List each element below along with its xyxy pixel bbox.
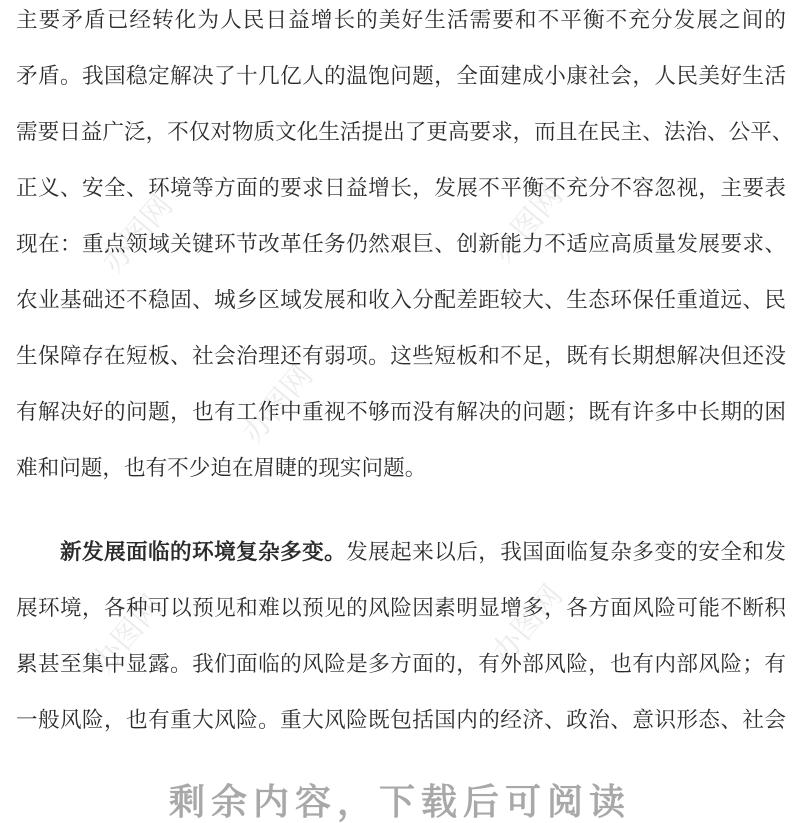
watermark: 办图网 — [95, 188, 181, 280]
paragraph-line: 主要矛盾已经转化为人民日益增长的美好生活需要和不平衡不充分发展之间的 — [16, 8, 786, 33]
paragraph-line: 农业基础还不稳固、城乡区域发展和收入分配差距较大、生态环保任重道远、民 — [16, 288, 786, 313]
paragraph-line: 现在：重点领域关键环节改革任务仍然艰巨、创新能力不适应高质量发展要求、 — [16, 232, 786, 257]
paragraph-line: 生保障存在短板、社会治理还有弱项。这些短板和不足，既有长期想解决但还没 — [16, 344, 786, 369]
watermark: 办图网 — [235, 358, 321, 450]
download-to-read-more-prompt[interactable]: 剩余内容，下载后可阅读 — [168, 782, 631, 823]
paragraph-line: 一般风险，也有重大风险。重大风险既包括国内的经济、政治、意识形态、社会 — [16, 708, 786, 733]
watermark: 办图网 — [485, 578, 571, 670]
paragraph-line: 正义、安全、环境等方面的要求日益增长，发展不平衡不充分不容忽视，主要表 — [16, 176, 786, 201]
watermark: 办图网 — [485, 178, 571, 270]
section-heading: 新发展面临的环境复杂多变。 — [60, 540, 347, 565]
paragraph-line — [60, 538, 786, 568]
paragraph-line: 累甚至集中显露。我们面临的风险是多方面的，有外部风险，也有内部风险；有 — [16, 652, 786, 677]
paragraph-text: 发展起来以后，我国面临复杂多变的安全和发 — [346, 540, 786, 565]
paragraph-line: 有解决好的问题，也有工作中重视不够而没有解决的问题；既有许多中长期的困 — [16, 400, 786, 425]
watermark: 办图网 — [85, 588, 171, 680]
paragraph-line: 难和问题，也有不少迫在眉睫的现实问题。 — [16, 456, 427, 481]
paragraph-line: 需要日益广泛，不仅对物质文化生活提出了更高要求，而且在民主、法治、公平、 — [16, 120, 794, 145]
paragraph-line: 展环境，各种可以预见和难以预见的风险因素明显增多，各方面风险可能不断积 — [16, 596, 786, 621]
paragraph-line: 矛盾。我国稳定解决了十几亿人的温饱问题，全面建成小康社会，人民美好生活 — [16, 64, 786, 89]
